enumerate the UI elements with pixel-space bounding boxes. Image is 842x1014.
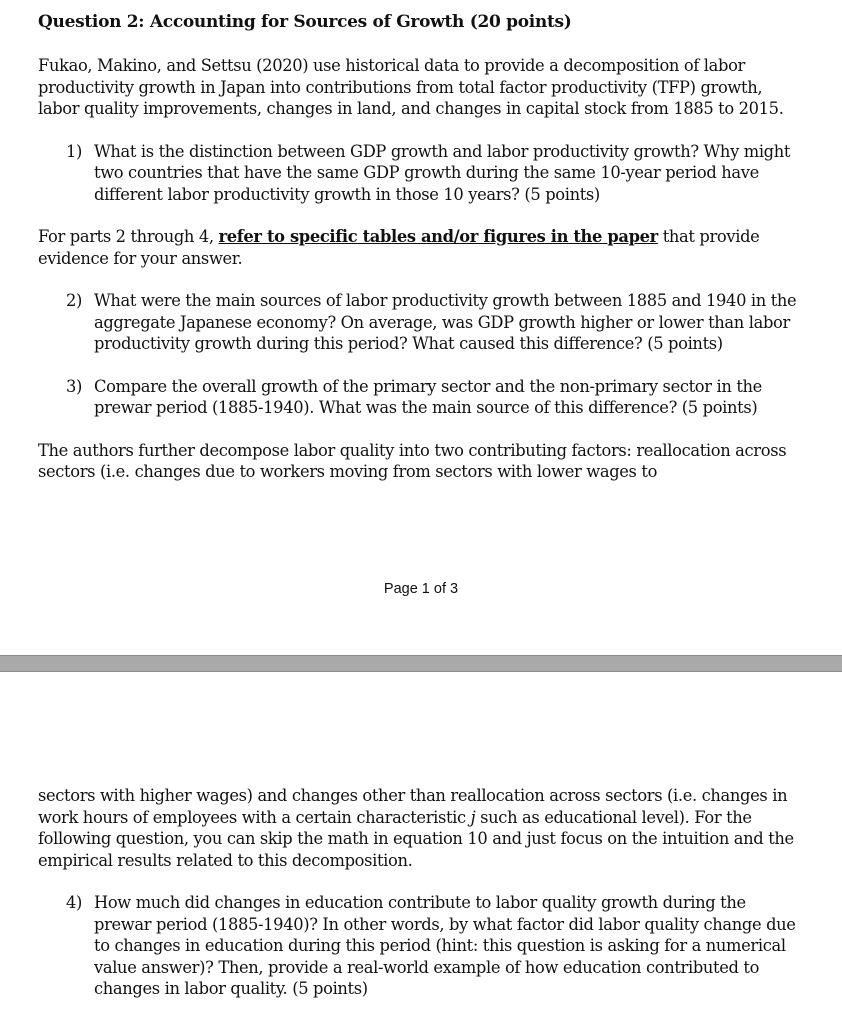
characteristic-variable: j [470,807,476,827]
question-number: 2) [66,291,83,310]
question-text: How much did changes in education contribute to labor quality growth during the prewar period (1885-1940)? In other words, by what factor did labor quality change due to changes in education during this period (hint: this question is asking for a numerical value answer)? Then, provide a real-world example of how education contributed to changes in labor quality. (5 points) [94,893,796,998]
decomposition-paragraph [38,785,798,871]
question-item-1 [38,141,798,206]
question-text: What were the main sources of labor productivity growth between 1885 and 1940 in the aggregate Japanese economy? On average, was GDP growth higher or lower than labor productivity growth during this period? What caused this difference? (5 points) [94,291,797,353]
question-number: 1) [66,141,83,161]
continuation-paragraph: The authors further decompose labor quality into two contributing factors: reallocation across sectors (i.e. changes due to workers moving from sectors with lower wages to [38,440,787,481]
parts-note-paragraph [38,226,798,269]
parts-note-after: that provide evidence for your answer. [38,227,760,268]
question-item-4 [38,892,798,1000]
intro-paragraph: Fukao, Makino, and Settsu (2020) use historical data to provide a decomposition of labor productivity growth in Japan into contributions from total factor productivity (TFP) growth, labor quality improvements, changes in land, and changes in capital stock from 1885 to 2015. [38,56,784,118]
question-item-2 [38,290,798,355]
paragraph-before: sectors with higher wages) and changes other than reallocation across sectors (i.e. changes in work hours of employees with a certain characteristic [38,786,788,827]
document-page-2 [0,672,842,1014]
page-1-content [38,11,798,504]
question-text: What is the distinction between GDP growth and labor productivity growth? Why might two countries that have the same GDP growth during the same 10-year period have different labor productivity growth in those 10 years? (5 points) [94,141,791,204]
question-item-3 [38,376,798,419]
question-number: 3) [66,376,83,396]
page-footer: Page 1 of 3 [383,581,459,597]
question-title: Question 2: Accounting for Sources of Growth (20 points) [38,12,572,32]
parts-note-before: For parts 2 through 4, [38,227,219,246]
question-number: 4) [66,893,83,912]
question-text: Compare the overall growth of the primary sector and the non-primary sector in the prewar period (1885-1940). What was the main source of this difference? (5 points) [94,376,762,417]
page-separator [0,655,842,672]
page-2-content [38,785,798,1014]
parts-note-emphasis: refer to specific tables and/or figures in the paper [218,227,658,246]
paragraph-after: such as educational level). For the following question, you can skip the math in equation 10 and just focus on the intuition and the empirical results related to this decomposition. [38,807,794,870]
